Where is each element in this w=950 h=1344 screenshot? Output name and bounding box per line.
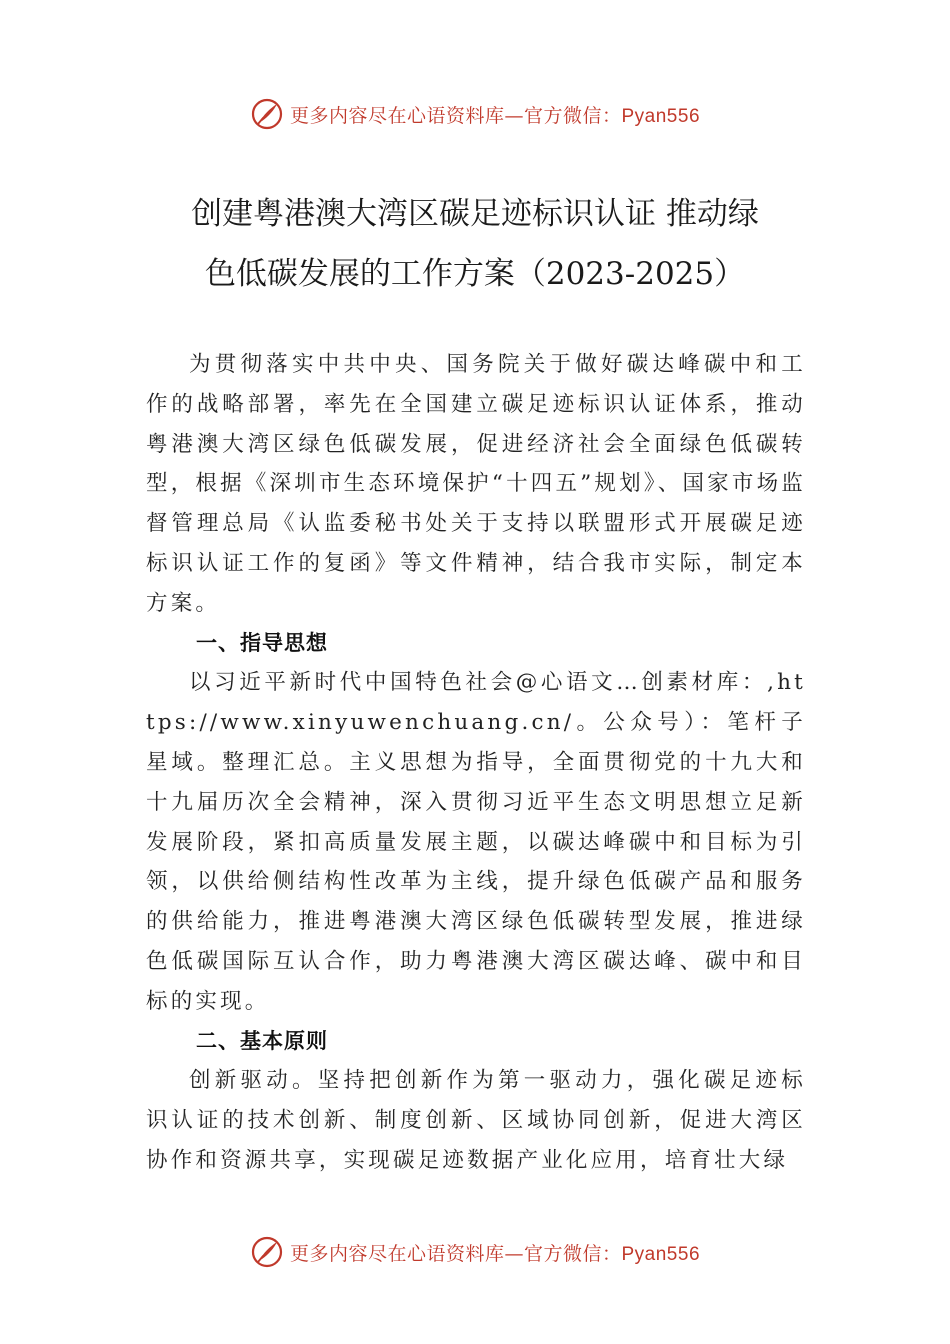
basic-principles-paragraph: 创新驱动。坚持把创新作为第一驱动力，强化碳足迹标识认证的技术创新、制度创新、区域协同创新，促进大湾区协作和资源共享，实现碳足迹数据产业化应用，培育壮大绿 <box>146 1068 806 1173</box>
guiding-ideology-paragraph: 以习近平新时代中国特色社会@心语文…创素材库：,https://www.xinyuwenchuang.cn/。公众号）：笔杆子星域。整理汇总。主义思想为指导，全面贯彻党的十九大和十九届历次全会精神，深入贯彻习近平生态文明思想立足新发展阶段，紧扣高质量发展主题，以碳达峰碳中和目标为引领，以供给侧结构性改革为主线，提升绿色低碳产品和服务的供给能力，推进粤港澳大湾区绿色低碳转型发展，推进绿色低碳国际互认合作，助力粤港澳大湾区碳达峰、碳中和目标的实现。 <box>146 670 806 1014</box>
title-line-2: 色低碳发展的工作方案（2023-2025） <box>204 256 746 292</box>
title-line-1: 创建粤港澳大湾区碳足迹标识认证 推动绿 <box>191 196 759 232</box>
quill-pen-logo-icon <box>250 1235 284 1269</box>
footer-banner <box>0 1232 950 1272</box>
document-body <box>146 345 806 1181</box>
quill-pen-logo-icon <box>250 97 284 131</box>
intro-paragraph: 为贯彻落实中共中央、国务院关于做好碳达峰碳中和工作的战略部署，率先在全国建立碳足迹标识认证体系，推动粤港澳大湾区绿色低碳发展，促进经济社会全面绿色低碳转型，根据《深圳市生态环境保护“十四五”规划》、国家市场监督管理总局《认监委秘书处关于支持以联盟形式开展碳足迹标识认证工作的复函》等文件精神，结合我市实际，制定本方案。 <box>146 352 806 616</box>
banner-text: 更多内容尽在心语资料库—官方微信：Pyan556 <box>289 104 701 127</box>
section-heading-guiding-ideology: 一、指导思想 <box>196 630 328 655</box>
document-title <box>140 184 810 304</box>
wechat-id: Pyan556 <box>621 105 701 127</box>
banner-text: 更多内容尽在心语资料库—官方微信：Pyan556 <box>289 1242 701 1265</box>
section-heading-basic-principles: 二、基本原则 <box>196 1028 328 1053</box>
wechat-id: Pyan556 <box>621 1243 701 1265</box>
header-banner <box>0 94 950 134</box>
